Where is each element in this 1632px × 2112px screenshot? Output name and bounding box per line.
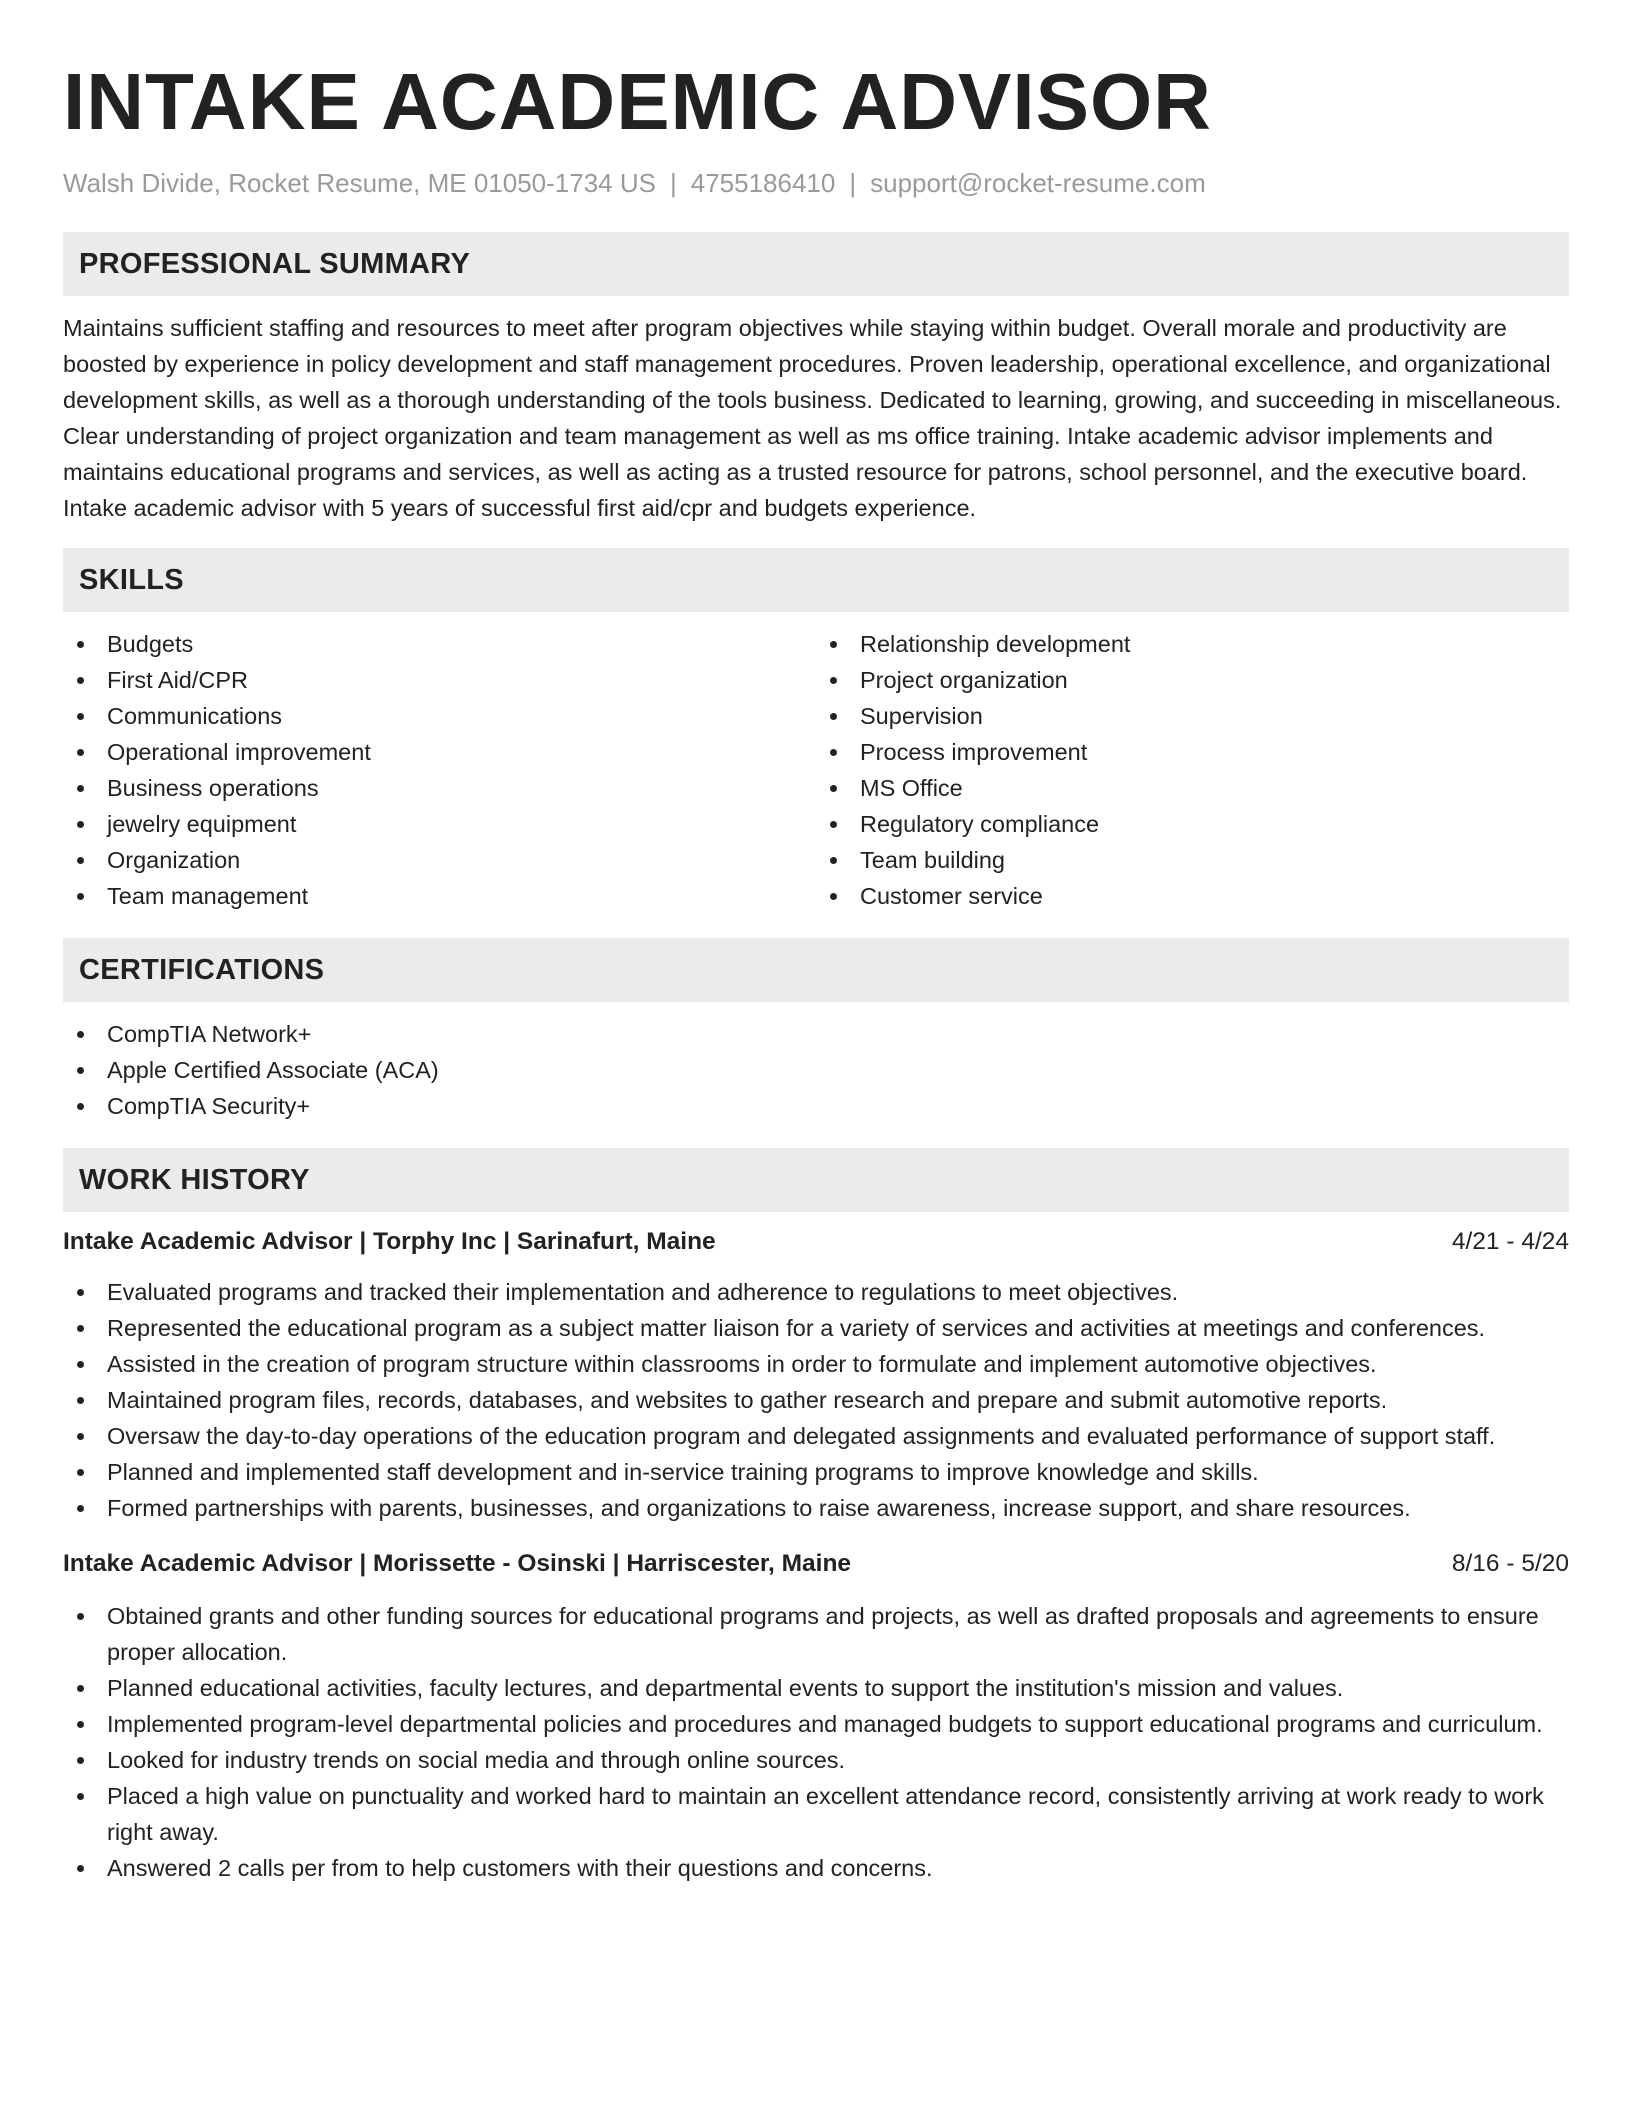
skill-item: Process improvement bbox=[816, 734, 1569, 770]
skill-item: Budgets bbox=[63, 626, 816, 662]
skill-item: Communications bbox=[63, 698, 816, 734]
certification-item: Apple Certified Associate (ACA) bbox=[63, 1052, 1569, 1088]
job-bullet: Represented the educational program as a subject matter liaison for a variety of services and activities at meetings and conferences. bbox=[63, 1310, 1569, 1346]
contact-email: support@rocket-resume.com bbox=[870, 168, 1206, 198]
skills-column-right bbox=[816, 626, 1569, 914]
skills-list bbox=[63, 626, 1569, 914]
job-entry bbox=[63, 1224, 1569, 1526]
skill-item: Team building bbox=[816, 842, 1569, 878]
job-bullet: Looked for industry trends on social media and through online sources. bbox=[63, 1742, 1569, 1778]
job-bullet: Obtained grants and other funding sources for educational programs and projects, as well as drafted proposals and agreements to ensure proper allocation. bbox=[63, 1598, 1569, 1670]
skill-item: First Aid/CPR bbox=[63, 662, 816, 698]
job-header bbox=[63, 1546, 1569, 1582]
job-bullet: Formed partnerships with parents, businesses, and organizations to raise awareness, increase support, and share resources. bbox=[63, 1490, 1569, 1526]
skill-item: Organization bbox=[63, 842, 816, 878]
job-bullet: Placed a high value on punctuality and worked hard to maintain an excellent attendance record, consistently arriving at work ready to work right away. bbox=[63, 1778, 1569, 1850]
job-dates: 8/16 - 5/20 bbox=[1451, 1550, 1569, 1577]
certification-item: CompTIA Network+ bbox=[63, 1016, 1569, 1052]
job-bullet: Planned and implemented staff development and in-service training programs to improve knowledge and skills. bbox=[63, 1454, 1569, 1490]
job-bullet: Planned educational activities, faculty lectures, and departmental events to support the institution's mission and values. bbox=[63, 1670, 1569, 1706]
candidate-name: INTAKE ACADEMIC ADVISOR bbox=[63, 57, 1212, 146]
skill-item: Supervision bbox=[816, 698, 1569, 734]
contact-separator: | bbox=[849, 168, 857, 198]
job-title: Intake Academic Advisor | Morissette - Osinski | Harriscester, Maine bbox=[63, 1550, 852, 1577]
job-bullets bbox=[63, 1598, 1569, 1886]
skill-item: Regulatory compliance bbox=[816, 806, 1569, 842]
job-bullet: Answered 2 calls per from to help customers with their questions and concerns. bbox=[63, 1850, 1569, 1886]
certification-item: CompTIA Security+ bbox=[63, 1088, 1569, 1124]
job-header bbox=[63, 1224, 1569, 1260]
job-bullet: Maintained program files, records, databases, and websites to gather research and prepare and submit automotive reports. bbox=[63, 1382, 1569, 1418]
job-dates: 4/21 - 4/24 bbox=[1451, 1228, 1569, 1255]
job-bullets bbox=[63, 1274, 1569, 1526]
certifications-list bbox=[63, 1016, 1569, 1124]
skills-column-left bbox=[63, 626, 816, 914]
skills-heading: SKILLS bbox=[63, 548, 1569, 612]
job-bullet: Assisted in the creation of program structure within classrooms in order to formulate and implement automotive objectives. bbox=[63, 1346, 1569, 1382]
job-bullet: Oversaw the day-to-day operations of the education program and delegated assignments and evaluated performance of support staff. bbox=[63, 1418, 1569, 1454]
skill-item: MS Office bbox=[816, 770, 1569, 806]
contact-phone: 4755186410 bbox=[690, 168, 836, 198]
skill-item: Project organization bbox=[816, 662, 1569, 698]
summary-heading: PROFESSIONAL SUMMARY bbox=[63, 232, 1569, 296]
skill-item: Business operations bbox=[63, 770, 816, 806]
contact-separator: | bbox=[669, 168, 677, 198]
contact-address: Walsh Divide, Rocket Resume, ME 01050-1734 US bbox=[63, 168, 656, 198]
skill-item: Relationship development bbox=[816, 626, 1569, 662]
job-title: Intake Academic Advisor | Torphy Inc | Sarinafurt, Maine bbox=[63, 1228, 716, 1255]
skill-item: jewelry equipment bbox=[63, 806, 816, 842]
job-entry bbox=[63, 1546, 1569, 1886]
skill-item: Operational improvement bbox=[63, 734, 816, 770]
job-bullet: Evaluated programs and tracked their implementation and adherence to regulations to meet objectives. bbox=[63, 1274, 1569, 1310]
skill-item: Team management bbox=[63, 878, 816, 914]
job-bullet: Implemented program-level departmental policies and procedures and managed budgets to support educational programs and curriculum. bbox=[63, 1706, 1569, 1742]
summary-text: Maintains sufficient staffing and resources to meet after program objectives while staying within budget. Overall morale and productivity are boosted by experience in policy development and staff management procedures. Proven leadership, operational excellence, and organizational development skills, as well as a thorough understanding of the tools business. Dedicated to learning, growing, and succeeding in miscellaneous. Clear understanding of project organization and team management as well as ms office training. Intake academic advisor implements and maintains educational programs and services, as well as acting as a trusted resource for patrons, school personnel, and the executive board. Intake academic advisor with 5 years of successful first aid/cpr and budgets experience. bbox=[63, 315, 1562, 521]
certifications-heading: CERTIFICATIONS bbox=[63, 938, 1569, 1002]
work-history-heading: WORK HISTORY bbox=[63, 1148, 1569, 1212]
skill-item: Customer service bbox=[816, 878, 1569, 914]
contact-line bbox=[63, 166, 1569, 200]
